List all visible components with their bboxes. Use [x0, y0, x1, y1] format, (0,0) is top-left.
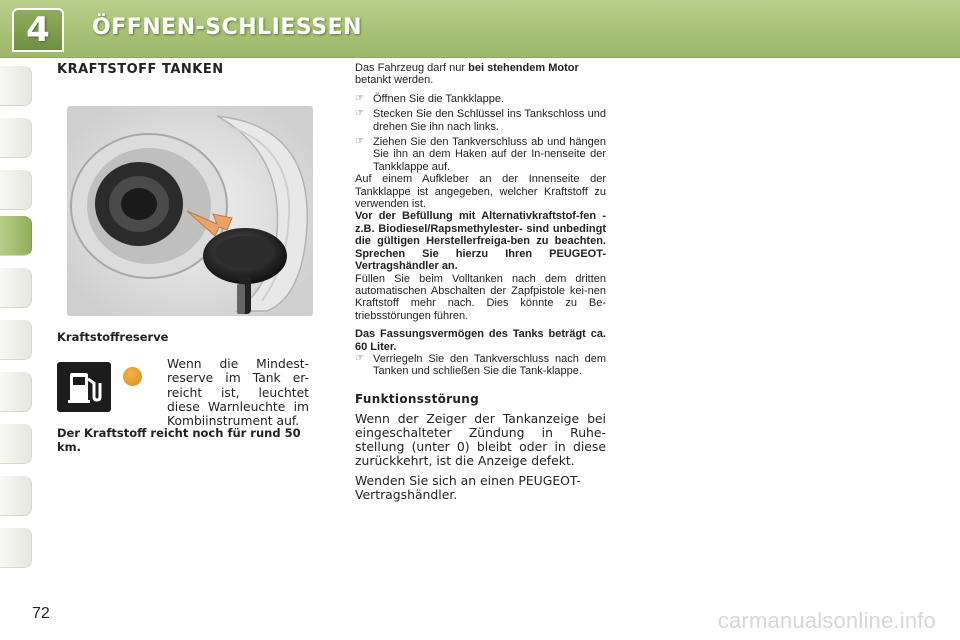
- step-item: [355, 93, 606, 105]
- warning-range-text: Der Kraftstoff reicht noch für rund 50 km.: [57, 426, 301, 454]
- malfunction-text: Wenn der Zeiger der Tankanzeige bei eingeschalteter Zündung in Ruhe-stellung (unter 0) bleibt oder in diese zurückkehrt, ist die Anzeige defekt.: [355, 410, 606, 469]
- side-tab-3[interactable]: [0, 170, 32, 210]
- step-item: [355, 136, 606, 173]
- intro-bold: bei stehendem Motor: [468, 62, 579, 74]
- step-text: Ziehen Sie den Tankverschluss ab und hängen Sie ihn an dem Haken auf der In-nenseite der Tankklappe auf.: [373, 136, 606, 173]
- chapter-title: ÖFFNEN-SCHLIESSEN: [92, 15, 363, 40]
- lock-step-text: Verriegeln Sie den Tankverschluss nach dem Tanken und schließen Sie die Tank-klappe.: [373, 352, 606, 378]
- header-band: [0, 0, 960, 58]
- step-item: [355, 108, 606, 133]
- capacity-text: Das Fassungsvermögen des Tanks beträgt ca. 60 Liter.: [355, 328, 606, 353]
- section-title: KRAFTSTOFF TANKEN: [57, 62, 224, 77]
- side-tab-2[interactable]: [0, 118, 32, 158]
- side-tab-8[interactable]: [0, 424, 32, 464]
- page-number: 72: [32, 605, 50, 622]
- pointing-hand-icon: ☞: [355, 352, 364, 364]
- intro-end: betankt werden.: [355, 74, 434, 87]
- lock-step-item: [355, 353, 606, 378]
- step-text: Stecken Sie den Schlüssel ins Tankschloss und drehen Sie ihn nach links.: [373, 108, 606, 133]
- sticker-paragraph: Auf einem Aufkleber an der Innenseite der Tankklappe ist angegeben, welcher Kraftstoff zu verwenden ist.: [355, 173, 606, 211]
- fuel-flap-photo: [67, 106, 313, 316]
- intro-plain: Das Fahrzeug darf nur: [355, 62, 469, 74]
- malfunction-heading: Funktionsstörung: [355, 391, 479, 406]
- pointing-hand-icon: ☞: [355, 92, 364, 104]
- fuel-pump-icon: [57, 362, 111, 412]
- watermark: carmanualsonline.info: [717, 608, 936, 633]
- right-column: [355, 62, 606, 502]
- pointing-hand-icon: ☞: [355, 108, 364, 120]
- side-tab-1[interactable]: [0, 66, 32, 106]
- fuel-flap-illustration: [67, 106, 313, 316]
- chapter-tab: [12, 8, 64, 52]
- reserve-heading: Kraftstoffreserve: [57, 330, 169, 344]
- chapter-number: 4: [26, 10, 50, 50]
- side-tab-9[interactable]: [0, 476, 32, 516]
- side-tab-7[interactable]: [0, 372, 32, 412]
- left-column: [57, 62, 313, 454]
- alt-fuel-warning: Vor der Befüllung mit Alternativkraftstof-fen -z.B. Biodiesel/Rapsmethylester- sind unbedingt die gültigen Herstellerfreiga-ben zu beachten. Sprechen Sie hierzu Ihren PEUGEOT-Vertragshändler an.: [355, 210, 606, 273]
- pointing-hand-icon: ☞: [355, 136, 364, 148]
- fuel-pump-symbol: [64, 367, 104, 407]
- overfill-paragraph: Füllen Sie beim Volltanken nach dem dritten automatischen Abschalten der Zapfpistole kei-nen Kraftstoff mehr nach. Dies könnte zu Be-triebsstörungen führen.: [355, 272, 606, 322]
- warning-light-text: Wenn die Mindest-reserve im Tank er-reicht ist, leuchtet diese Warnleuchte im Kombiinstrument auf.: [167, 357, 309, 429]
- chapter-side-tabs: [0, 66, 34, 578]
- step-text: Öffnen Sie die Tankklappe.: [373, 92, 505, 105]
- side-tab-10[interactable]: [0, 528, 32, 568]
- side-tab-5[interactable]: [0, 268, 32, 308]
- side-tab-4-active[interactable]: [0, 216, 32, 256]
- dealer-text: Wenden Sie sich an einen PEUGEOT-Vertragshändler.: [355, 472, 581, 502]
- intro-paragraph: [355, 62, 606, 87]
- side-tab-6[interactable]: [0, 320, 32, 360]
- amber-light-icon: [123, 367, 142, 386]
